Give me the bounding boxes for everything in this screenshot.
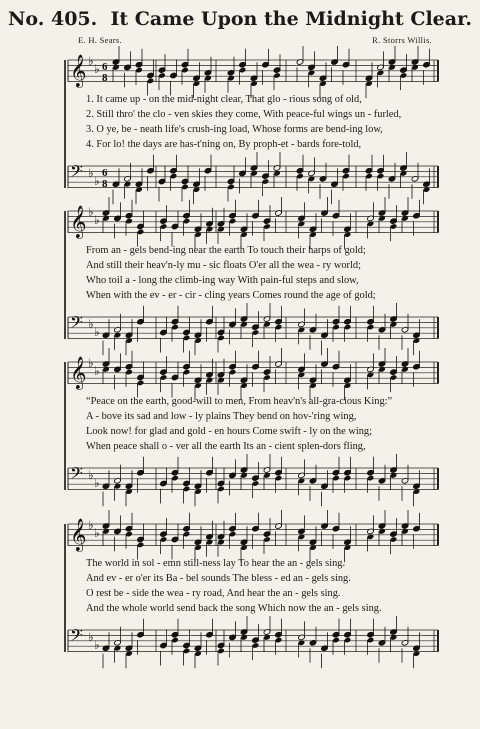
music-system <box>60 54 444 194</box>
note-head <box>239 49 247 85</box>
note-head <box>413 200 421 236</box>
treble-staff <box>68 348 438 400</box>
note-head <box>401 465 409 501</box>
note-head <box>193 168 201 204</box>
note-head <box>252 513 260 549</box>
note-head <box>147 155 155 191</box>
note-head <box>388 46 396 82</box>
lyric-line: And the whole world send back the song Which now the an - gels sing. <box>86 603 382 614</box>
note-head <box>102 510 110 546</box>
treble-staff <box>68 510 438 562</box>
note-head <box>390 616 398 652</box>
note-head <box>240 454 248 490</box>
note-head <box>332 351 340 387</box>
note-head <box>114 627 122 663</box>
note-head <box>275 510 283 546</box>
note-head <box>263 454 271 490</box>
note-head <box>378 348 386 384</box>
note-head <box>262 49 270 85</box>
note-head <box>194 632 202 668</box>
lyric-line: Look now! for glad and gold - en hours Come swift - ly on the wing; <box>86 426 372 437</box>
note-head <box>125 513 133 549</box>
note-head <box>378 314 386 350</box>
note-head <box>413 632 421 668</box>
note-head <box>331 46 339 82</box>
note-head <box>183 513 191 549</box>
note-head <box>413 470 421 506</box>
note-head <box>252 462 260 498</box>
note-head <box>240 303 248 339</box>
lyric-line: 4. For lo! the days are has-t'ning on, By proph-et - bards fore-told, <box>86 139 362 150</box>
treble-staff <box>68 46 438 98</box>
note-head <box>411 46 419 82</box>
note-head <box>413 351 421 387</box>
note-head <box>321 470 329 506</box>
note-head <box>160 468 168 504</box>
note-head <box>332 306 340 342</box>
flat-icon: ♭ <box>88 630 94 644</box>
note-head <box>275 306 283 342</box>
note-head <box>401 510 409 546</box>
note-head <box>263 303 271 339</box>
lyric-line: From an - gels bend-ing near the earth To touch their harps of gold; <box>86 245 366 256</box>
note-head <box>206 619 214 655</box>
note-head <box>275 197 283 233</box>
note-head <box>250 152 258 188</box>
lyric-line: 3. O ye, be - neath life's crush-ing load, Whose forms are bend-ing low, <box>86 124 383 135</box>
note-head <box>390 303 398 339</box>
note-head <box>217 317 225 353</box>
note-head <box>321 197 329 233</box>
note-head <box>298 202 306 238</box>
note-head <box>378 510 386 546</box>
note-head <box>137 211 145 247</box>
note-head <box>171 524 179 560</box>
note-head <box>147 60 155 96</box>
lyric-line: O rest be - side the wea - ry road, And hear the an - gels sing. <box>86 588 341 599</box>
note-head <box>239 157 247 193</box>
note-head <box>367 202 375 238</box>
note-head <box>114 202 122 238</box>
note-head <box>390 356 398 392</box>
note-head <box>388 163 396 199</box>
note-head <box>206 359 214 395</box>
time-signature-top: 6 <box>102 61 108 73</box>
note-head <box>229 200 237 236</box>
note-head <box>160 317 168 353</box>
bass-clef-icon: 𝄢 <box>70 463 83 487</box>
note-head <box>229 513 237 549</box>
note-head <box>401 627 409 663</box>
flat-icon: ♭ <box>94 364 100 378</box>
note-head <box>171 306 179 342</box>
lyric-line: The world in sol - emn still-ness lay To hear the an - gels sing. <box>86 558 346 569</box>
note-head <box>413 319 421 355</box>
note-head <box>262 160 270 196</box>
note-head <box>102 470 110 506</box>
note-head <box>400 54 408 90</box>
lyrics-block <box>86 92 436 152</box>
note-head <box>137 306 145 342</box>
note-head <box>125 200 133 236</box>
note-head <box>390 205 398 241</box>
note-head <box>204 155 212 191</box>
note-head <box>275 348 283 384</box>
flat-icon: ♭ <box>88 166 94 180</box>
note-head <box>400 152 408 188</box>
note-head <box>183 317 191 353</box>
note-head <box>204 57 212 93</box>
flat-icon: ♭ <box>94 62 100 76</box>
note-head <box>252 311 260 347</box>
note-head <box>377 155 385 191</box>
note-head <box>206 521 214 557</box>
note-head <box>298 459 306 495</box>
note-head <box>367 457 375 493</box>
note-head <box>206 208 214 244</box>
flat-icon: ♭ <box>88 54 94 68</box>
note-head <box>378 627 386 663</box>
lyrics-block <box>86 394 436 454</box>
treble-clef-icon: 𝄞 <box>70 356 87 389</box>
note-head <box>411 163 419 199</box>
note-head <box>112 46 120 82</box>
note-head <box>229 308 237 344</box>
lyric-line: When peace shall o - ver all the earth Its an - cient splen-dors fling, <box>86 441 366 452</box>
bass-staff <box>68 303 438 355</box>
note-head <box>227 166 235 202</box>
note-head <box>135 168 143 204</box>
note-head <box>401 197 409 233</box>
note-head <box>308 51 316 87</box>
note-head <box>217 208 225 244</box>
flat-icon: ♭ <box>94 526 100 540</box>
note-head <box>413 513 421 549</box>
note-head <box>321 510 329 546</box>
music-system <box>60 356 444 496</box>
note-head <box>367 515 375 551</box>
note-head <box>112 168 120 204</box>
note-head <box>137 619 145 655</box>
note-head <box>401 314 409 350</box>
note-head <box>227 57 235 93</box>
time-signature-bottom: 8 <box>102 178 108 190</box>
note-head <box>367 306 375 342</box>
note-head <box>309 314 317 350</box>
note-head <box>344 619 352 655</box>
note-head <box>273 54 281 90</box>
note-head <box>194 470 202 506</box>
note-head <box>367 619 375 655</box>
note-head <box>252 351 260 387</box>
note-head <box>137 524 145 560</box>
lyric-line: “Peace on the earth, good-will to men, From heav'n's all-gra-cious King:” <box>86 396 393 407</box>
note-head <box>332 513 340 549</box>
hymn-title-line <box>0 8 480 30</box>
note-head <box>423 49 431 85</box>
note-head <box>160 630 168 666</box>
note-head <box>319 163 327 199</box>
flat-icon: ♭ <box>88 518 94 532</box>
note-head <box>344 457 352 493</box>
note-head <box>102 632 110 668</box>
note-head <box>102 197 110 233</box>
note-head <box>308 157 316 193</box>
note-head <box>194 319 202 355</box>
note-head <box>263 356 271 392</box>
music-system <box>60 205 444 345</box>
note-head <box>183 200 191 236</box>
note-head <box>298 308 306 344</box>
note-head <box>331 168 339 204</box>
note-head <box>181 49 189 85</box>
bass-staff <box>68 152 438 204</box>
note-head <box>332 457 340 493</box>
flat-icon: ♭ <box>94 325 100 339</box>
note-head <box>229 459 237 495</box>
note-head <box>263 518 271 554</box>
note-head <box>114 314 122 350</box>
note-head <box>263 205 271 241</box>
bass-staff <box>68 454 438 506</box>
flat-icon: ♭ <box>94 174 100 188</box>
bass-clef-icon: 𝄢 <box>70 312 83 336</box>
flat-icon: ♭ <box>88 468 94 482</box>
note-head <box>377 51 385 87</box>
note-head <box>240 616 248 652</box>
treble-staff <box>68 197 438 249</box>
note-head <box>171 211 179 247</box>
flat-icon: ♭ <box>94 638 100 652</box>
note-head <box>183 351 191 387</box>
treble-clef-icon: 𝄞 <box>70 205 87 238</box>
music-system <box>60 518 444 658</box>
note-head <box>309 465 317 501</box>
note-head <box>137 457 145 493</box>
note-head <box>344 306 352 342</box>
note-head <box>135 49 143 85</box>
note-head <box>124 163 132 199</box>
note-head <box>296 46 304 82</box>
note-head <box>183 630 191 666</box>
bass-staff <box>68 616 438 668</box>
note-head <box>160 518 168 554</box>
note-head <box>252 624 260 660</box>
note-head <box>170 155 178 191</box>
treble-clef-icon: 𝄞 <box>70 518 87 551</box>
note-head <box>342 155 350 191</box>
note-head <box>171 457 179 493</box>
note-head <box>114 465 122 501</box>
note-head <box>158 166 166 202</box>
note-head <box>181 166 189 202</box>
note-head <box>229 621 237 657</box>
note-head <box>275 619 283 655</box>
note-head <box>321 632 329 668</box>
note-head <box>217 468 225 504</box>
note-head <box>217 359 225 395</box>
flat-icon: ♭ <box>88 356 94 370</box>
note-head <box>332 619 340 655</box>
lyric-line: When with the ev - er - cir - cling years Comes round the age of gold; <box>86 290 376 301</box>
flat-icon: ♭ <box>94 213 100 227</box>
bass-clef-icon: 𝄢 <box>70 161 83 185</box>
note-head <box>125 632 133 668</box>
note-head <box>390 518 398 554</box>
note-head <box>423 168 431 204</box>
note-head <box>206 457 214 493</box>
note-head <box>378 465 386 501</box>
note-head <box>137 362 145 398</box>
lyrics-block <box>86 243 436 303</box>
lyric-line: And still their heav'n-ly mu - sic floats O'er all the wea - ry world; <box>86 260 361 271</box>
note-head <box>183 468 191 504</box>
note-head <box>390 454 398 490</box>
note-head <box>378 197 386 233</box>
treble-clef-icon: 𝄞 <box>70 54 87 87</box>
lyric-line: And ev - er o'er its Ba - bel sounds The bless - ed an - gels sing. <box>86 573 351 584</box>
note-head <box>125 470 133 506</box>
note-head <box>124 51 132 87</box>
note-head <box>252 200 260 236</box>
note-head <box>273 152 281 188</box>
note-head <box>367 353 375 389</box>
note-head <box>171 362 179 398</box>
note-head <box>171 619 179 655</box>
lyrics-block <box>86 556 436 616</box>
lyric-line: Who toil a - long the climb-ing way With pain-ful steps and slow, <box>86 275 359 286</box>
note-head <box>332 200 340 236</box>
hymn-title: It Came Upon the Midnight Clear. <box>110 8 472 30</box>
note-head <box>298 515 306 551</box>
note-head <box>365 155 373 191</box>
note-head <box>296 155 304 191</box>
note-head <box>125 319 133 355</box>
note-head <box>342 49 350 85</box>
lyric-line: A - bove its sad and low - ly plains They bend on hov-'ring wing, <box>86 411 357 422</box>
note-head <box>229 351 237 387</box>
note-head <box>114 515 122 551</box>
composer-credit: R. Storrs Willis. <box>372 35 432 45</box>
time-signature-top: 6 <box>102 167 108 179</box>
flat-icon: ♭ <box>88 205 94 219</box>
lyric-line: 1. It came up - on the mid-night clear, That glo - rious song of old, <box>86 94 362 105</box>
note-head <box>170 60 178 96</box>
note-head <box>160 205 168 241</box>
flat-icon: ♭ <box>94 476 100 490</box>
note-head <box>206 306 214 342</box>
bass-clef-icon: 𝄢 <box>70 625 83 649</box>
note-head <box>263 616 271 652</box>
note-head <box>275 457 283 493</box>
time-signature-bottom: 8 <box>102 72 108 84</box>
lyricist-credit: E. H. Sears. <box>78 35 122 45</box>
note-head <box>298 621 306 657</box>
hymn-number: No. 405. <box>8 8 98 30</box>
note-head <box>160 356 168 392</box>
note-head <box>114 353 122 389</box>
note-head <box>217 521 225 557</box>
note-head <box>125 351 133 387</box>
note-head <box>401 348 409 384</box>
flat-icon: ♭ <box>88 317 94 331</box>
note-head <box>158 54 166 90</box>
note-head <box>298 353 306 389</box>
note-head <box>309 627 317 663</box>
lyric-line: 2. Still thro' the clo - ven skies they come, With peace-ful wings un - furled, <box>86 109 402 120</box>
note-head <box>217 630 225 666</box>
